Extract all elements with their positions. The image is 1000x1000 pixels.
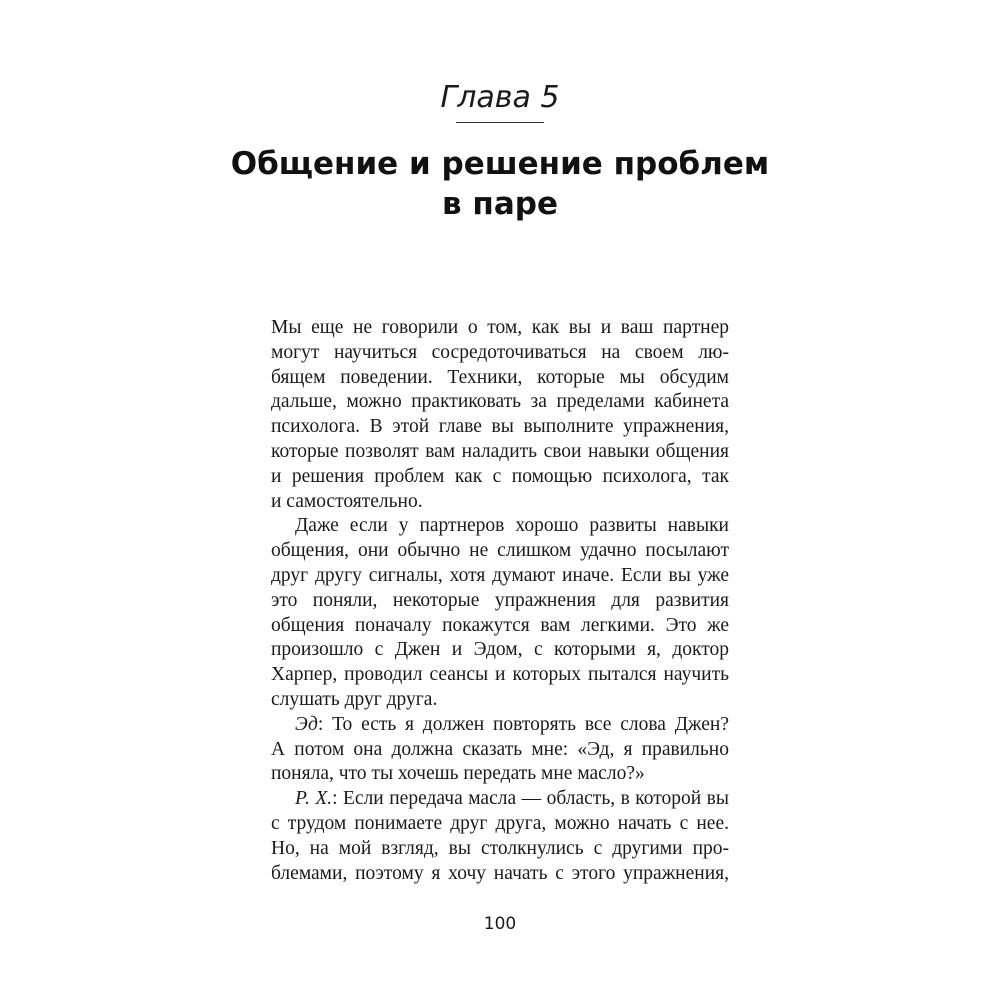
text-line-3: бящем поведении. Техники, которые мы обсудим [271,366,729,388]
text-line-16: слушать друг друга. [271,688,438,710]
text-line-14: произошло с Джен и Эдом, с которыми я, доктор [271,639,729,661]
text-line-4: дальше, можно практиковать за пределами кабинета [271,391,729,413]
text-line-19: поняла, что ты хочешь передать мне масло?» [271,763,645,785]
text-line-1: Мы еще не говорили о том, как вы и ваш партнер [271,317,729,338]
text-line-6: которые позволят вам наладить свои навыки общения [271,440,729,462]
chapter-label: Глава 5 [440,80,560,115]
text-line-7: и решения проблем как с помощью психолога, так [271,465,729,487]
text-line-10: общения, они обычно не слишком удачно посылают [271,540,729,562]
text-line-5: психолога. В этой главе вы выполните упражнения, [271,416,729,438]
text-line-12: это поняли, некоторые упражнения для развития [271,589,729,611]
chapter-title [0,144,1000,224]
text-line-8: и самостоятельно. [271,490,423,512]
text-line-23: блемами, поэтому я хочу начать с этого упражнения, [271,862,729,884]
chapter-title-line-1: Общение и решение проблем [230,146,770,182]
text-line-11: друг другу сигналы, хотя думают иначе. Если вы уже [271,564,729,586]
speaker-name: Эд [295,713,318,735]
text-line-20: Р. Х.: Если передача масла — область, в которой вы [295,788,729,810]
page-number: 100 [483,914,517,934]
text-line-22: Но, на мой взгляд, вы столкнулись с другими про- [271,837,729,859]
text-line-21: с трудом понимаете друг друга, можно начать с нее. [271,812,729,834]
chapter-divider [456,122,544,123]
body-text [271,316,729,886]
text-line-9: Даже если у партнеров хорошо развиты навыки [295,515,729,537]
text-line-18: А потом она должна сказать мне: «Эд, я правильно [271,738,729,760]
text-line-15: Харпер, проводил сеансы и которых пытался научить [271,664,729,686]
speaker-name: Р. Х. [295,788,333,810]
text-line-17: Эд: То есть я должен повторять все слова Джен? [295,713,729,735]
chapter-title-line-2: в паре [442,186,558,222]
text-line-2: могут научиться сосредоточиваться на своем лю- [271,341,729,363]
text-line-13: общения поначалу покажутся вам легкими. Это же [271,614,729,636]
